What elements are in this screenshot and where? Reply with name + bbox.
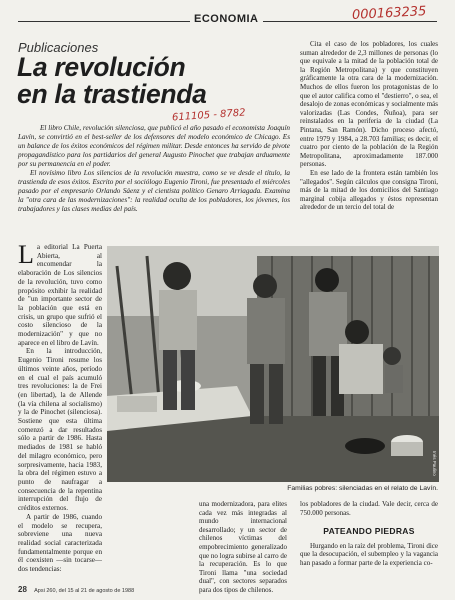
second-middle-column-bottom (199, 500, 287, 595)
left-paragraph-1-text: a editorial La Puerta Abierta, al encomendar la elaboración de Los silencios de la revolución, tuvo como propósito exhibir la realidad de "un importante sector de la población que está en crisis, un grupo que sufrió el costo silencioso de la modernización" y que no aparece en el libro de Lavín. (18, 243, 102, 347)
article-deck (18, 124, 290, 214)
article-kicker: Publicaciones (18, 40, 99, 55)
photo-illustration (107, 246, 439, 482)
section-label: ECONOMIA (190, 13, 263, 25)
right-top-paragraph-1: Cita el caso de los pobladores, los cuales suman alrededor de 2,3 millones de personas (lo que equivale a la mitad de la población total de la Región Metropolitana) y que constituyen gráficamente la otra cara de la modernización. Muchos de ellos fueron los protagonistas de lo que el autor califica como el "destierro", o sea, el desalojo de zonas económicas y socialmente más valorizadas (Las Condes, Ñuñoa), para ser reinstalados en la periferia de la ciudad (La Pintana, San Ramón). Dicho proceso afectó, entre 1979 y 1984, a 28.703 familias; es decir, el cuatro por ciento de la población de la Región Metropolitana, aproximadamente 187.000 personas. (300, 40, 438, 169)
issue-line: Apsi 260, del 15 al 21 de agosto de 1988 (34, 588, 135, 594)
right-column-bottom (300, 500, 438, 568)
drop-cap: L (18, 240, 34, 269)
handwritten-note: 611105 - 8782 (171, 107, 246, 124)
deck-paragraph-2: El novísimo libro Los silencios de la revolución muestra, como se ve desde el título, la trastienda de esos éxitos. Escrito por el sociólogo Eugenio Tironi, fue presentado el miércoles pasado por el empresario Orlando Sáenz y el cientista político Genaro Arriagada. Examina la "otra cara de las modernizaciones": la realidad oculta de los pobladores, los jóvenes, los trabajadores y las clases medias del país. (18, 169, 290, 213)
article-photo (107, 246, 439, 482)
page-footer (18, 585, 134, 594)
right-bottom-paragraph-1: los pobladores de la ciudad. Vale decir, cerca de 750.000 personas. (300, 500, 438, 517)
handwritten-archive-id: 000163235 (351, 4, 427, 23)
photo-caption: Familias pobres: silenciadas en el relato de Lavín. (287, 485, 438, 492)
headline-line-1: La revolución (17, 52, 186, 82)
right-column-top (300, 40, 438, 212)
section-subhead: PATEANDO PIEDRAS (323, 526, 415, 537)
photo-credit: Inés Paulino (432, 451, 437, 476)
left-paragraph-1 (18, 240, 102, 347)
mid2-bottom-paragraph: una modernizadora, para elites cada vez más integradas al mundo internacional desarrollado; y un sector de chilenos víctimas del empobrecimiento generalizado que no logra subirse al carro de la recuperación. Es lo que Tironi llama "una sociedad dual", con sectores separados para dos tipos de chilenos. (199, 500, 287, 594)
headline-line-2: en la trastienda (17, 79, 207, 109)
left-column (18, 240, 102, 574)
right-top-paragraph-2: En ese lado de la frontera están también los "allegados". Según cálculos que consigna Tironi, más de la mitad de los domicilios del Santiago marginal cobija allegados y éstos representan alrededor de un tercio del total de (300, 168, 438, 212)
article-headline (17, 54, 287, 108)
deck-paragraph-1: El libro Chile, revolución silenciosa, que publicó el año pasado el economista Joaquín Lavín, se convirtió en el best-seller de los defensores del modelo económico de Chicago. Es un balance de los éxitos económicos del régimen militar. Desde entonces ha servido de pivote propagandístico para los partidarios del general Augusto Pinochet que trabajan arduamente por su permanencia en el poder. (18, 124, 290, 168)
page-number: 28 (18, 585, 27, 594)
left-paragraph-2: En la introducción, Eugenio Tironi resume los últimos veinte años, período en el cual el país acumuló tres revoluciones: la de Frei (en libertad), la de Allende (la vía chilena al socialismo) y la de Pinochet (silenciosa). Sostiene que esta última comenzó a dar resultados sólo a partir de 1986. Hasta mediados de 1981 se habló del milagro económico, pero sorpresivamente, hacia 1983, la obra del régimen estuvo a punto de naufragar a consecuencia de la repentina interrupción del flujo de créditos externos. (18, 347, 102, 513)
right-bottom-paragraph-2: Hurgando en la raíz del problema, Tironi dice que la desocupación, el subempleo y la vagancia han pasado a formar parte de la experiencia co- (300, 541, 438, 567)
left-paragraph-3: A partir de 1986, cuando el modelo se recupera, sobreviene una nueva realidad social caracterizada fundamentalmente porque en él coexisten —sin tocarse— dos tendencias: (18, 512, 102, 574)
